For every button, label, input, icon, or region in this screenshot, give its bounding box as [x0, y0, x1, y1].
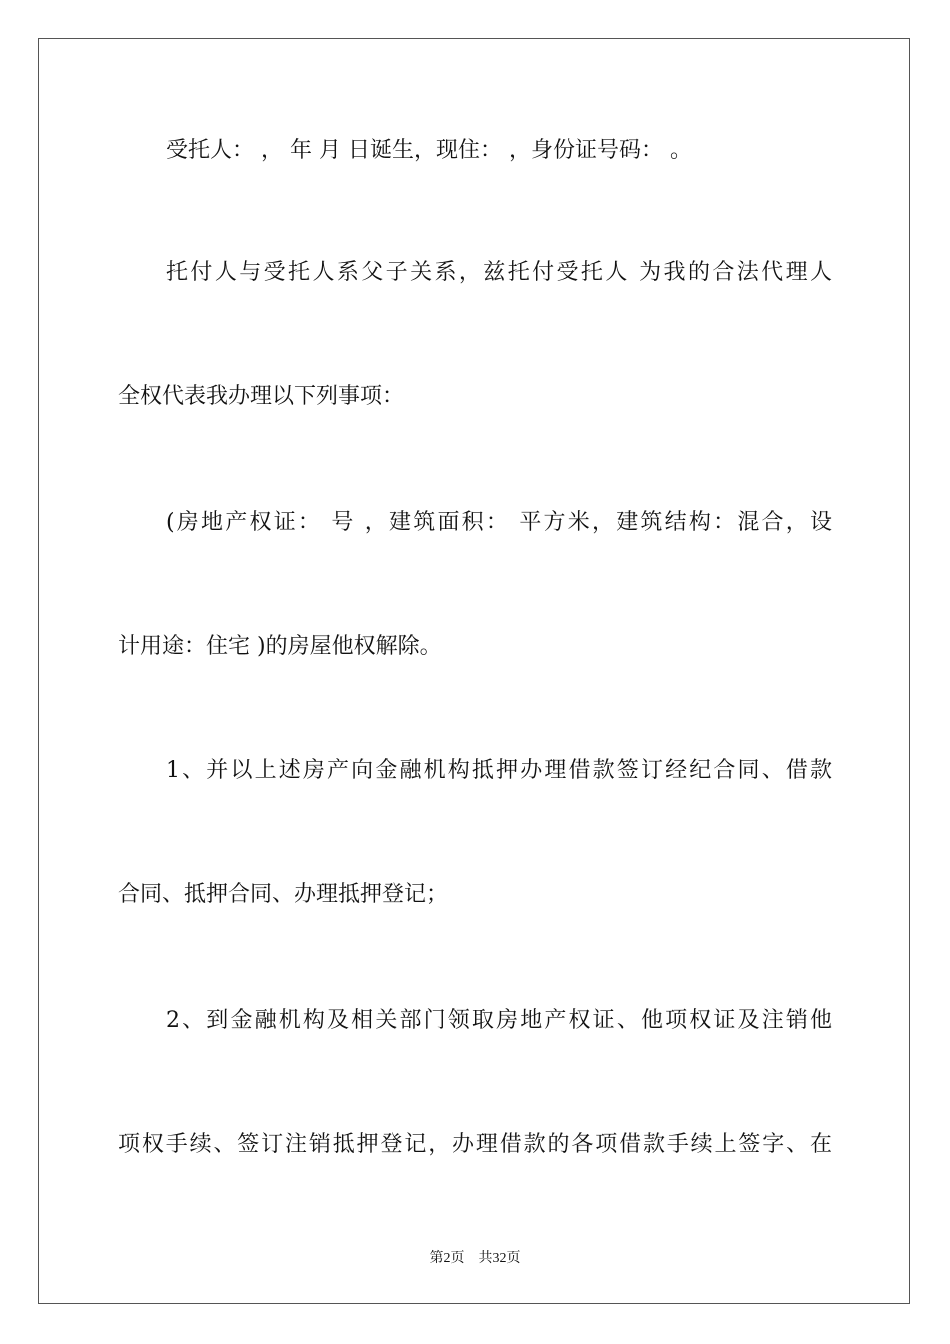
paragraph-line-9: 项权手续、签订注销抵押登记，办理借款的各项借款手续上签字、在: [118, 1132, 832, 1157]
paragraph-line-5: 计用途：住宅 )的房屋他权解除。: [118, 634, 442, 659]
page-number: 第2页: [429, 1251, 465, 1266]
paragraph-line-6: 1、并以上述房产向金融机构抵押办理借款签订经纪合同、借款: [166, 758, 832, 783]
page-border: [38, 38, 910, 1304]
paragraph-line-7: 合同、抵押合同、办理抵押登记；: [118, 882, 449, 907]
paragraph-line-4: (房地产权证： 号 ，建筑面积： 平方米，建筑结构：混合，设: [166, 510, 832, 535]
paragraph-line-2: 托付人与受托人系父子关系，兹托付受托人 为我的合法代理人: [166, 260, 832, 285]
page-total: 共32页: [478, 1251, 521, 1266]
paragraph-line-8: 2、到金融机构及相关部门领取房地产权证、他项权证及注销他: [166, 1008, 832, 1033]
paragraph-line-1: 受托人： ， 年 月 日诞生，现住： ，身份证号码： 。: [166, 138, 692, 163]
paragraph-line-3: 全权代表我办理以下列事项：: [118, 384, 405, 409]
page-footer: [0, 1247, 950, 1267]
